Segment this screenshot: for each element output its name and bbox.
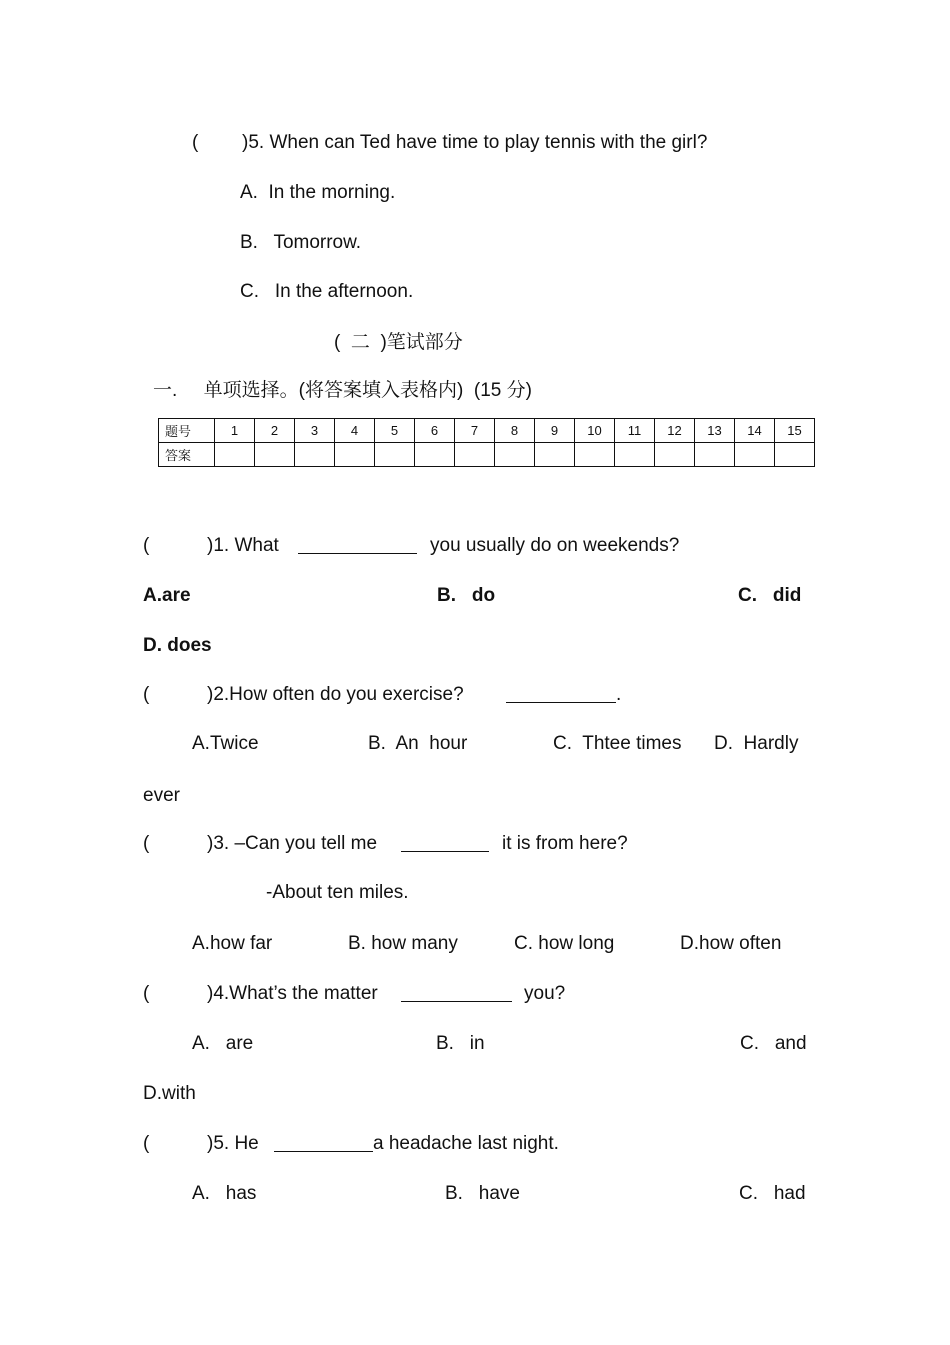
question-stem-end: it is from here? [502,833,628,854]
answer-cell[interactable] [455,443,495,467]
question-number-cell: 12 [655,419,695,443]
table-row [159,419,815,443]
question-paren: ( [143,684,150,705]
option-d: D. does [143,635,212,656]
question-number-cell: 14 [735,419,775,443]
answer-cell[interactable] [695,443,735,467]
option-d-continued: ever [143,785,180,806]
question-stem: )3. –Can you tell me [207,833,378,854]
option-c: C. did [738,585,802,606]
answer-blank[interactable] [401,985,512,1002]
question-stem-end: . [616,684,622,705]
option-a: A. In the morning. [240,182,396,203]
table-header-cell: 答案 [159,443,215,467]
question-paren: ( [143,1133,150,1154]
option-a: A.how far [192,933,273,954]
part-title: ( 二 )笔试部分 [334,332,463,353]
answer-table [158,418,815,467]
question-stem: )1. What [207,535,279,556]
option-d: D. Hardly [714,733,799,754]
table-row [159,443,815,467]
option-c: C. had [739,1183,806,1204]
option-a: A.are [143,585,191,606]
answer-blank[interactable] [401,835,489,852]
question-number-cell: 10 [575,419,615,443]
option-c: C. Thtee times [553,733,682,754]
answer-blank[interactable] [506,686,616,703]
question-number-cell: 15 [775,419,815,443]
question-number-cell: 3 [295,419,335,443]
question-paren: ( [143,833,150,854]
option-d: D.with [143,1083,196,1104]
answer-cell[interactable] [655,443,695,467]
question-stem: )2.How often do you exercise? [207,684,464,705]
dialogue-reply: -About ten miles. [266,882,409,903]
answer-cell[interactable] [295,443,335,467]
answer-cell[interactable] [415,443,455,467]
question-number-cell: 11 [615,419,655,443]
question-number-cell: 1 [215,419,255,443]
answer-cell[interactable] [335,443,375,467]
answer-cell[interactable] [375,443,415,467]
question-paren: ( [143,535,150,556]
answer-cell[interactable] [215,443,255,467]
answer-cell[interactable] [495,443,535,467]
option-b: B. Tomorrow. [240,232,362,253]
question-stem: )5. He [207,1133,259,1154]
option-c: C. how long [514,933,615,954]
option-b: B. have [445,1183,520,1204]
option-c: C. In the afternoon. [240,281,414,302]
option-a: A. are [192,1033,254,1054]
question-number-cell: 5 [375,419,415,443]
answer-cell[interactable] [535,443,575,467]
answer-cell[interactable] [735,443,775,467]
question-number-cell: 2 [255,419,295,443]
question-stem-end: you usually do on weekends? [430,535,680,556]
question-number-cell: 8 [495,419,535,443]
answer-blank[interactable] [298,537,417,554]
question-number-cell: 4 [335,419,375,443]
question-stem: )4.What’s the matter [207,983,378,1004]
answer-cell[interactable] [255,443,295,467]
question-stem-end: you? [524,983,566,1004]
question-number-cell: 7 [455,419,495,443]
question-number-cell: 13 [695,419,735,443]
answer-blank[interactable] [274,1135,373,1152]
answer-cell[interactable] [775,443,815,467]
option-b: B. in [436,1033,485,1054]
option-a: A. has [192,1183,257,1204]
option-b: B. An hour [368,733,468,754]
answer-cell[interactable] [575,443,615,467]
question-number-cell: 6 [415,419,455,443]
option-b: B. do [437,585,496,606]
question-stem: )5. When can Ted have time to play tennis with the girl? [242,132,708,153]
question-paren: ( [143,983,150,1004]
question-stem-end: a headache last night. [373,1133,559,1154]
table-header-cell: 题号 [159,419,215,443]
question-paren: ( [192,132,199,153]
section-title: 一. 单项选择。(将答案填入表格内) (15 分) [153,380,532,401]
option-d: D.how often [680,933,782,954]
option-a: A.Twice [192,733,259,754]
option-c: C. and [740,1033,807,1054]
answer-cell[interactable] [615,443,655,467]
question-number-cell: 9 [535,419,575,443]
option-b: B. how many [348,933,458,954]
